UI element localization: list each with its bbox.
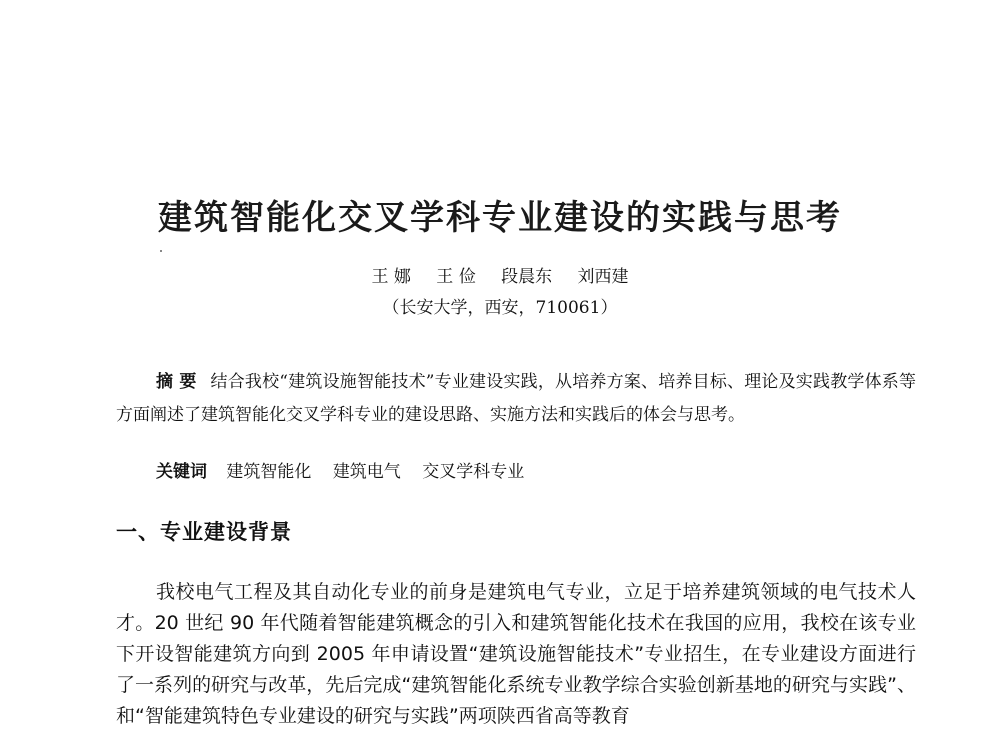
author-name: 刘西建 <box>577 267 629 287</box>
keywords-block <box>156 456 540 489</box>
keywords-label: 关键词 <box>156 462 207 482</box>
section-heading: 一、专业建设背景 <box>116 520 292 544</box>
keyword-item: 建筑智能化 <box>226 462 312 482</box>
abstract-block <box>116 366 916 432</box>
keyword-item: 交叉学科专业 <box>422 462 525 482</box>
body-paragraph: 我校电气工程及其自动化专业的前身是建筑电气专业，立足于培养建筑领域的电气技术人才。20 世纪 90 年代随着智能建筑概念的引入和建筑智能化技术在我国的应用，我校在该专业下开设智能建筑方向到 2005 年申请设置“建筑设施智能技术”专业招生，在专业建设方面进行了一系列的研究与改革，先后完成“建筑智能化系统专业教学综合实验创新基地的研究与实践”、和“智能建筑特色专业建设的研究与实践”两项陕西省高等教育 <box>116 581 916 727</box>
author-list <box>0 262 1000 287</box>
keyword-item: 建筑电气 <box>332 462 401 482</box>
author-name: 王 娜 <box>371 267 411 287</box>
abstract-text: 结合我校“建筑设施智能技术”专业建设实践，从培养方案、培养目标、理论及实践教学体系等方面阐述了建筑智能化交叉学科专业的建设思路、实施方法和实践后的体会与思考。 <box>116 372 916 425</box>
author-name: 王 俭 <box>436 267 476 287</box>
abstract-label: 摘 要 <box>156 372 197 392</box>
paper-title: 建筑智能化交叉学科专业建设的实践与思考 <box>158 198 842 238</box>
author-name: 段晨东 <box>501 267 553 287</box>
scan-speck <box>160 250 162 252</box>
author-affiliation: （长安大学，西安，710061） <box>382 298 618 318</box>
